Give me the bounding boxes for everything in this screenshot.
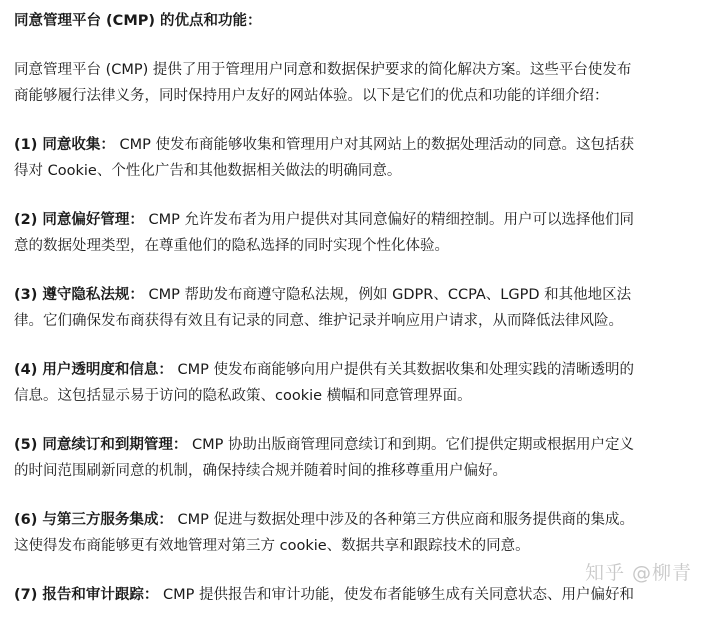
article bbox=[14, 9, 704, 633]
feature-text: CMP 促进与数据处理中涉及的各种第三方供应商和服务提供商的集成。 bbox=[172, 512, 634, 528]
text-line: 商能够履行法律义务，同时保持用户友好的网站体验。以下是它们的优点和功能的详细介绍： bbox=[14, 87, 609, 104]
text-line bbox=[14, 583, 704, 609]
text-line bbox=[14, 508, 704, 534]
feature-text: 这使得发布商能够更有效地管理对第三方 cookie、数据共享和跟踪技术的同意。 bbox=[14, 537, 530, 554]
feature-label: (6) 与第三方服务集成： bbox=[14, 512, 173, 528]
feature-item bbox=[14, 283, 704, 334]
text-line bbox=[14, 159, 704, 185]
feature-text: CMP 允许发布者为用户提供对其同意偏好的精细控制。用户可以选择他们同 bbox=[143, 212, 634, 228]
feature-text: CMP 使发布商能够收集和管理用户对其网站上的数据处理活动的同意。这包括获 bbox=[114, 137, 635, 153]
text-line bbox=[14, 459, 704, 485]
feature-text: 信息。这包括显示易于访问的隐私政策、cookie 横幅和同意管理界面。 bbox=[14, 387, 472, 404]
text-line bbox=[14, 433, 704, 459]
watermark: 知乎 @柳青 bbox=[584, 562, 692, 584]
feature-item bbox=[14, 508, 704, 559]
text-line bbox=[14, 309, 704, 335]
feature-item bbox=[14, 583, 704, 609]
text-line bbox=[14, 283, 704, 309]
feature-item bbox=[14, 433, 704, 484]
text-line bbox=[14, 234, 704, 260]
text-line bbox=[14, 208, 704, 234]
intro-paragraph bbox=[14, 58, 704, 109]
feature-text: CMP 帮助发布商遵守隐私法规，例如 GDPR、CCPA、LGPD 和其他地区法 bbox=[143, 287, 632, 303]
feature-text: CMP 提供报告和审计功能，使发布者能够生成有关同意状态、用户偏好和 bbox=[158, 587, 634, 603]
feature-label: (7) 报告和审计跟踪： bbox=[14, 587, 159, 603]
text-line bbox=[14, 133, 704, 159]
feature-label: (3) 遵守隐私法规： bbox=[14, 287, 144, 303]
feature-text: CMP 协助出版商管理同意续订和到期。它们提供定期或根据用户定义 bbox=[187, 437, 634, 453]
feature-text: 的时间范围刷新同意的机制，确保持续合规并随着时间的推移尊重用户偏好。 bbox=[14, 462, 507, 479]
feature-label: (4) 用户透明度和信息： bbox=[14, 362, 173, 378]
feature-text: 律。它们确保发布商获得有效且有记录的同意、维护记录并响应用户请求，从而降低法律风险。 bbox=[14, 312, 623, 329]
text-line bbox=[14, 384, 704, 410]
feature-item bbox=[14, 208, 704, 259]
text-line: 同意管理平台 (CMP) 提供了用于管理用户同意和数据保护要求的简化解决方案。这些平台使发布 bbox=[14, 62, 632, 78]
feature-text: CMP 使发布商能够向用户提供有关其数据收集和处理实践的清晰透明的 bbox=[172, 362, 634, 378]
text-line bbox=[14, 358, 704, 384]
feature-text: 意的数据处理类型，在尊重他们的隐私选择的同时实现个性化体验。 bbox=[14, 237, 449, 254]
feature-label: (2) 同意偏好管理： bbox=[14, 212, 144, 228]
section-heading: 同意管理平台 (CMP) 的优点和功能： bbox=[14, 13, 262, 29]
feature-label: (5) 同意续订和到期管理： bbox=[14, 437, 188, 453]
feature-label: (1) 同意收集： bbox=[14, 137, 115, 153]
text-line bbox=[14, 534, 704, 560]
feature-text: 得对 Cookie、个性化广告和其他数据相关做法的明确同意。 bbox=[14, 162, 402, 179]
feature-item bbox=[14, 133, 704, 184]
feature-item bbox=[14, 358, 704, 409]
